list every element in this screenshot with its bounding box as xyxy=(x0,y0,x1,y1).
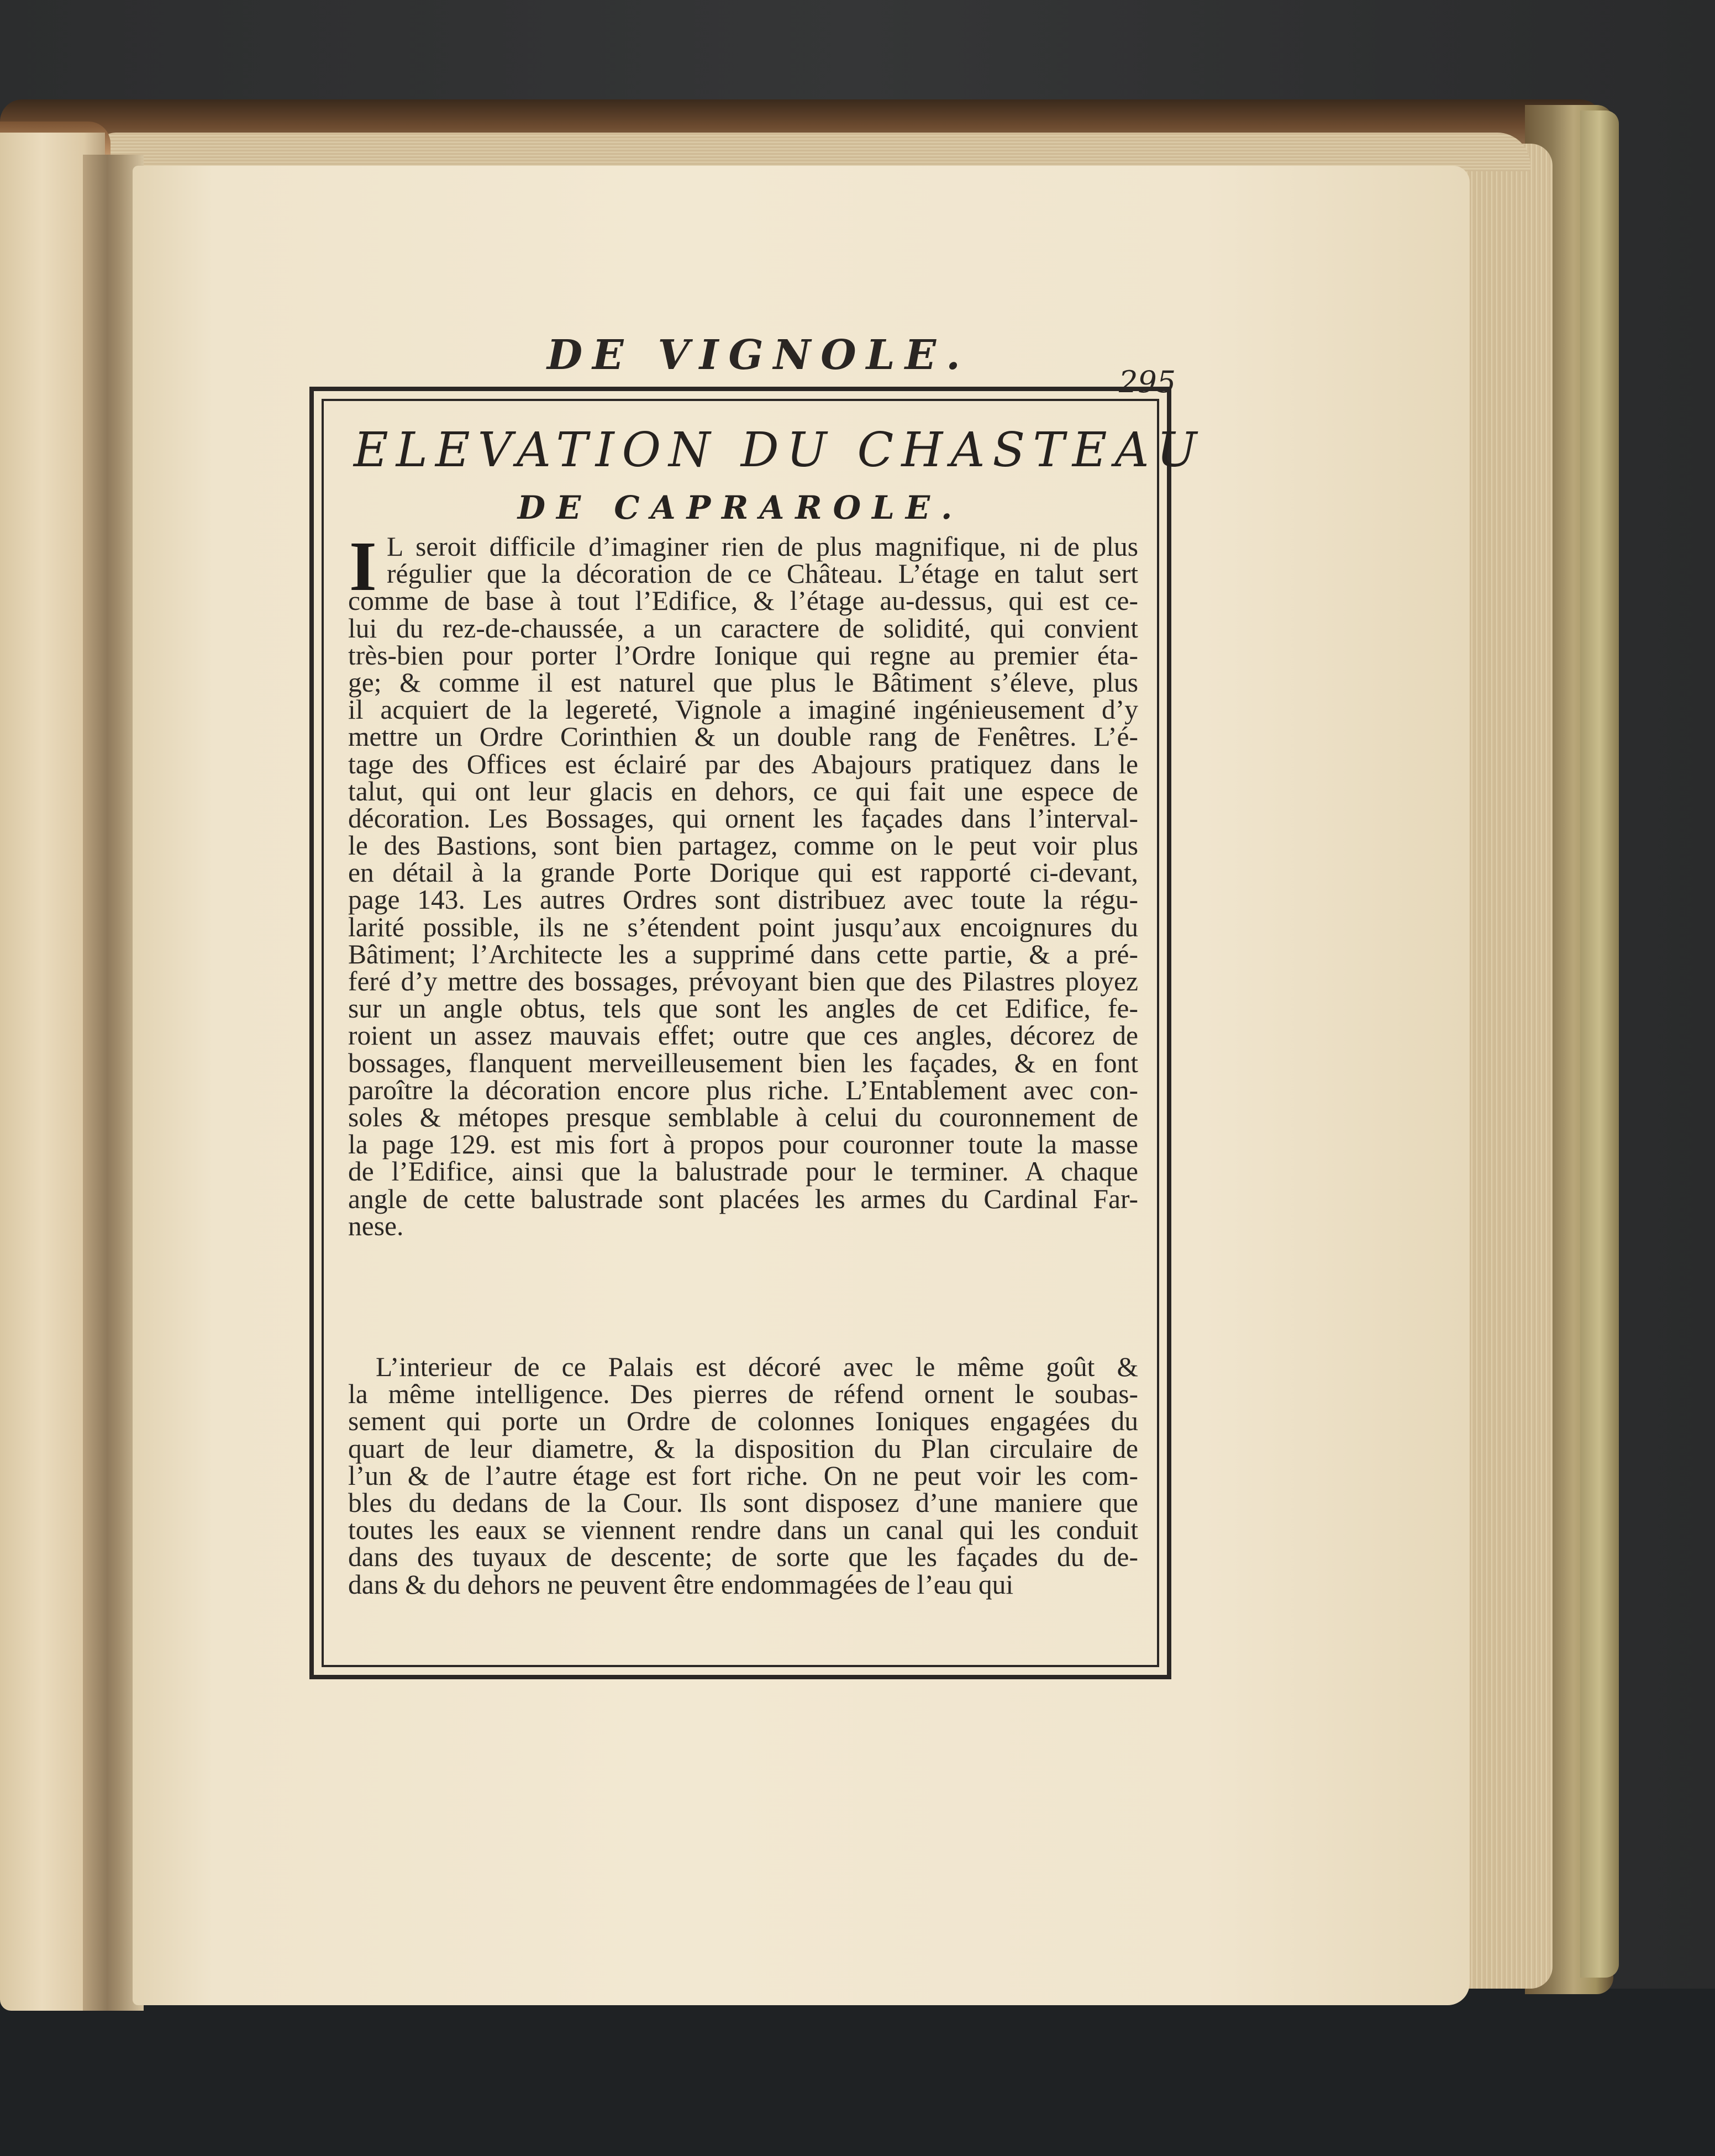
text-line: très-bien pour porter l’Ordre Ionique qui regne au premier éta- xyxy=(348,640,1138,671)
text-line: bossages, flanquent merveilleusement bien les façades, & en font xyxy=(348,1047,1138,1078)
text-line: dans & du dehors ne peuvent être endommagées de l’eau qui xyxy=(348,1569,1014,1600)
text-line: sur un angle obtus, tels que sont les angles de cet Edifice, fe- xyxy=(348,993,1138,1024)
drop-cap: I xyxy=(349,527,377,605)
text-line: en détail à la grande Porte Dorique qui est rapporté ci-devant, xyxy=(348,857,1138,888)
text-line: il acquiert de la legereté, Vignole a imaginé ingénieusement d’y xyxy=(348,694,1138,725)
show-through-text xyxy=(343,1679,729,1701)
text-line: soles & métopes presque semblable à celui du couronnement de xyxy=(348,1101,1138,1132)
text-line: roient un assez mauvais effet; outre que ces angles, décorez de xyxy=(348,1020,1138,1051)
text-line: la même intelligence. Des pierres de réfend ornent le soubas- xyxy=(348,1379,1138,1410)
fore-edge-pages xyxy=(1459,144,1553,1989)
page-number: 295 xyxy=(1119,365,1176,399)
text-line: talut, qui ont leur glacis en dehors, ce qui fait une espece de xyxy=(348,776,1138,806)
text-line: ge; & comme il est naturel que plus le Bâtiment s’éleve, plus xyxy=(348,667,1138,698)
text-line: tage des Offices est éclairé par des Abajours pratiquez dans le xyxy=(348,748,1138,779)
text-line: de l’Edifice, ainsi que la balustrade pour le terminer. A chaque xyxy=(348,1156,1138,1187)
page-subtitle: DE CAPRAROLE. xyxy=(517,489,964,526)
table-surface xyxy=(0,1989,1715,2156)
text-line: décoration. Les Bossages, qui ornent les façades dans l’interval- xyxy=(348,803,1138,834)
running-head: DE VIGNOLE. xyxy=(547,331,970,379)
text-line: quart de leur diametre, & la disposition du Plan circulaire de xyxy=(348,1433,1138,1464)
text-line: L seroit difficile d’imaginer rien de plus magnifique, ni de plus xyxy=(387,531,1138,562)
text-line: l’un & de l’autre étage est fort riche. On ne peut voir les com- xyxy=(348,1460,1138,1491)
text-line: la page 129. est mis fort à propos pour couronner toute la masse xyxy=(348,1129,1138,1160)
book-spine-lip xyxy=(1580,110,1619,1978)
text-line: dans des tuyaux de descente; de sorte que les façades du de- xyxy=(348,1542,1138,1573)
text-line: bles du dedans de la Cour. Ils sont disposez d’une maniere que xyxy=(348,1487,1138,1518)
text-line: nese. xyxy=(348,1210,404,1241)
text-line: larité possible, ils ne s’étendent point jusqu’aux encoignures du xyxy=(348,911,1138,942)
text-line: angle de cette balustrade sont placées les armes du Cardinal Far- xyxy=(348,1183,1138,1214)
text-line: comme de base à tout l’Edifice, & l’étage au-dessus, qui est ce- xyxy=(348,586,1138,616)
page-title: ELEVATION DU CHASTEAU xyxy=(354,423,1205,478)
text-line: sement qui porte un Ordre de colonnes Ioniques engagées du xyxy=(348,1406,1138,1437)
paragraph-2 xyxy=(348,1353,1138,1598)
text-line: toutes les eaux se viennent rendre dans un canal qui les conduit xyxy=(348,1515,1138,1546)
paragraph-1 xyxy=(348,527,1138,1241)
text-line: mettre un Ordre Corinthien & un double rang de Fenêtres. L’é- xyxy=(348,721,1138,752)
text-line: Bâtiment; l’Architecte les a supprimé dans cette partie, & a pré- xyxy=(348,939,1138,969)
text-line: régulier que la décoration de ce Château. L’étage en talut sert xyxy=(387,558,1138,589)
text-line: page 143. Les autres Ordres sont distribuez avec toute la régu- xyxy=(348,884,1138,915)
text-line: le des Bastions, sont bien partagez, comme on le peut voir plus xyxy=(348,830,1138,861)
text-line: paroître la décoration encore plus riche. L’Entablement avec con- xyxy=(348,1074,1138,1105)
text-line: lui du rez-de-chaussée, a un caractere de solidité, qui convient xyxy=(348,613,1138,644)
text-line: L’interieur de ce Palais est décoré avec le même goût & xyxy=(376,1352,1138,1382)
text-line: feré d’y mettre des bossages, prévoyant bien que des Pilastres ployez xyxy=(348,966,1138,997)
